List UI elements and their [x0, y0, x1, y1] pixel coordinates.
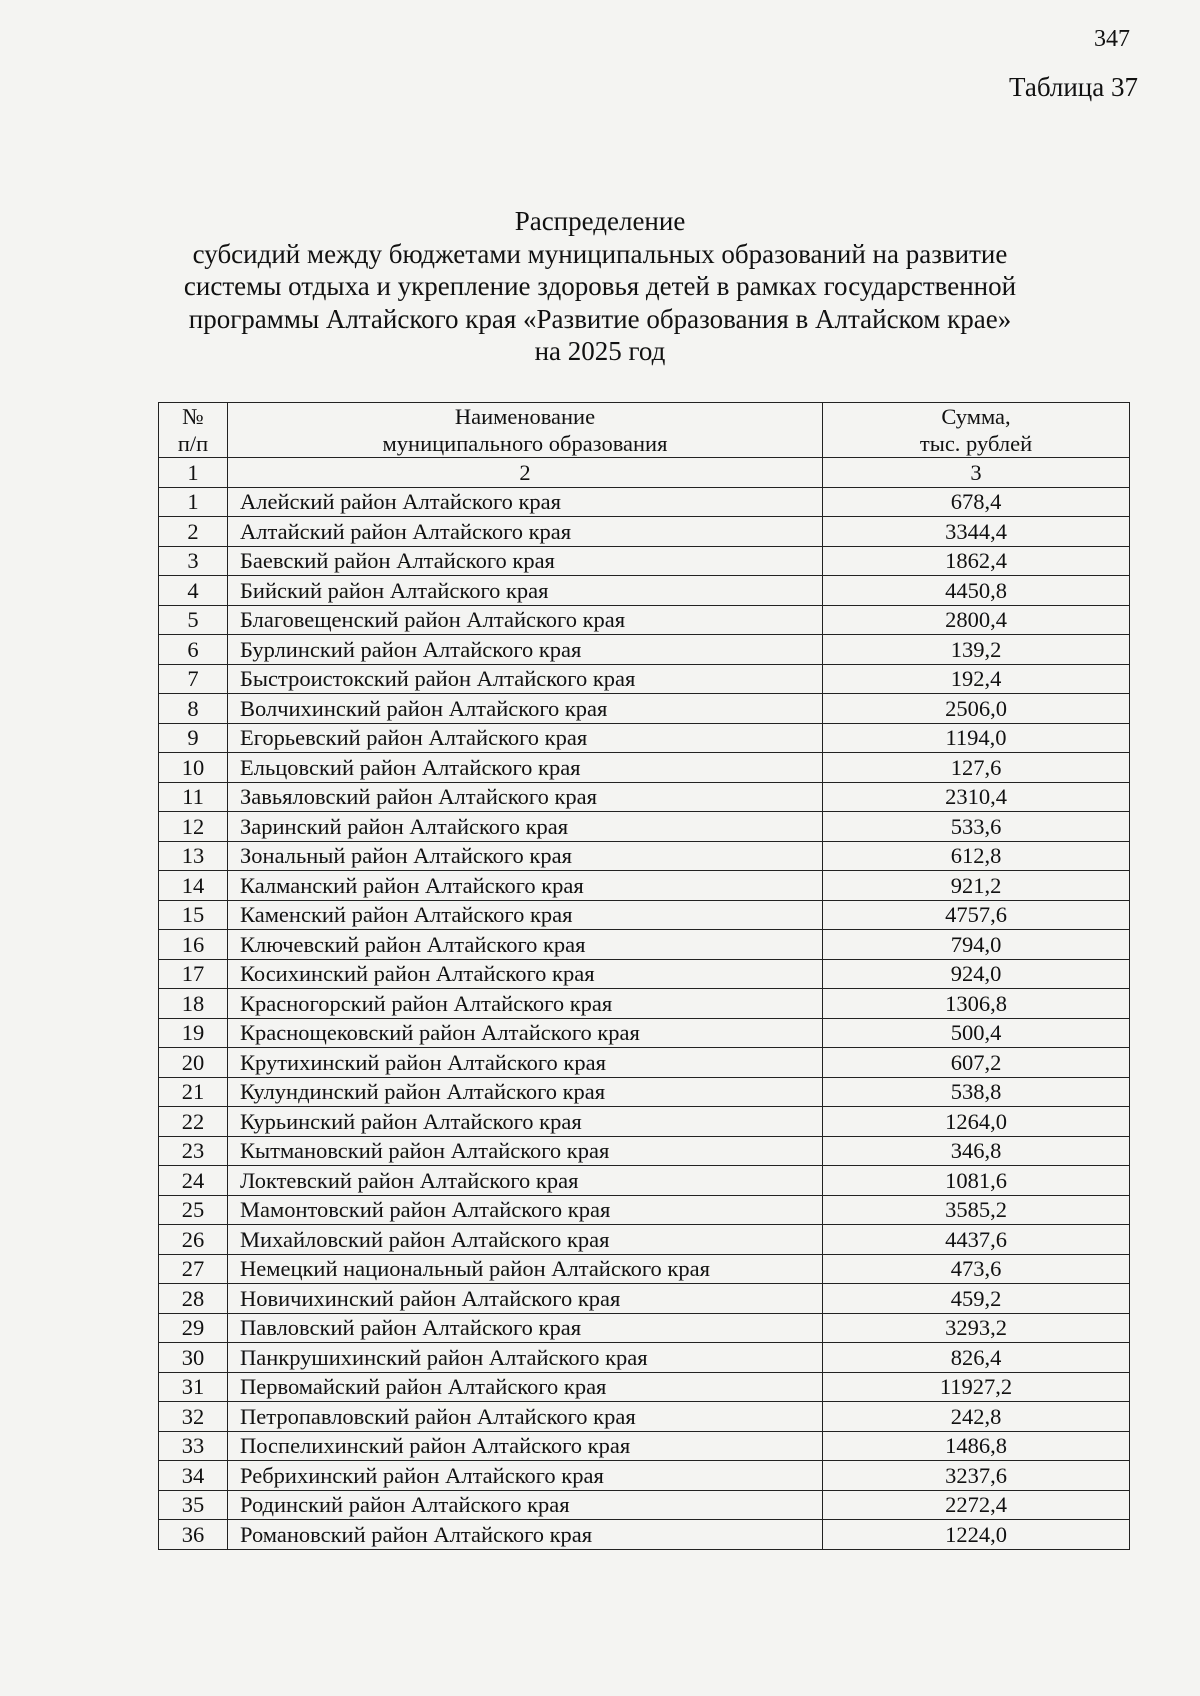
row-number: 23: [159, 1136, 228, 1166]
table-row: [159, 664, 1130, 694]
municipality-name: Зональный район Алтайского края: [228, 841, 823, 871]
table-row: [159, 723, 1130, 753]
heading-line: Распределение: [514, 206, 686, 236]
municipality-name: Благовещенский район Алтайского края: [228, 605, 823, 635]
row-number: 2: [159, 517, 228, 547]
table-row: [159, 989, 1130, 1019]
document-heading: [150, 205, 1050, 368]
subsidy-amount: 1194,0: [823, 723, 1130, 753]
row-number: 15: [159, 900, 228, 930]
municipality-name: Красногорский район Алтайского края: [228, 989, 823, 1019]
row-number: 4: [159, 576, 228, 606]
row-number: 6: [159, 635, 228, 665]
row-number: 19: [159, 1018, 228, 1048]
table-row: [159, 1166, 1130, 1196]
subsidy-amount: 533,6: [823, 812, 1130, 842]
municipality-name: Ребрихинский район Алтайского края: [228, 1461, 823, 1491]
column-number: 2: [228, 458, 823, 488]
table-row: [159, 900, 1130, 930]
row-number: 34: [159, 1461, 228, 1491]
municipality-name: Михайловский район Алтайского края: [228, 1225, 823, 1255]
subsidy-amount: 1862,4: [823, 546, 1130, 576]
subsidy-amount: 1486,8: [823, 1431, 1130, 1461]
row-number: 14: [159, 871, 228, 901]
table-row: [159, 605, 1130, 635]
municipality-name: Поспелихинский район Алтайского края: [228, 1431, 823, 1461]
table-row: [159, 1343, 1130, 1373]
municipality-name: Курьинский район Алтайского края: [228, 1107, 823, 1137]
municipality-name: Алтайский район Алтайского края: [228, 517, 823, 547]
table-row: [159, 959, 1130, 989]
table-label: Таблица 37: [1009, 72, 1138, 102]
row-number: 10: [159, 753, 228, 783]
row-number: 3: [159, 546, 228, 576]
subsidy-amount: 4757,6: [823, 900, 1130, 930]
subsidy-amount: 826,4: [823, 1343, 1130, 1373]
subsidy-amount: 346,8: [823, 1136, 1130, 1166]
municipality-name: Краснощековский район Алтайского края: [228, 1018, 823, 1048]
row-number: 1: [159, 487, 228, 517]
municipality-name: Быстроистокский район Алтайского края: [228, 664, 823, 694]
subsidy-amount: 678,4: [823, 487, 1130, 517]
municipality-name: Локтевский район Алтайского края: [228, 1166, 823, 1196]
table-row: [159, 1048, 1130, 1078]
header-sum: [823, 403, 1130, 458]
table-row: [159, 1254, 1130, 1284]
row-number: 25: [159, 1195, 228, 1225]
table-header: [159, 403, 1130, 488]
municipality-name: Бурлинский район Алтайского края: [228, 635, 823, 665]
row-number: 8: [159, 694, 228, 724]
table-row: [159, 930, 1130, 960]
municipality-name: Романовский район Алтайского края: [228, 1520, 823, 1550]
subsidy-amount: 1264,0: [823, 1107, 1130, 1137]
table-row: [159, 1402, 1130, 1432]
table-row: [159, 487, 1130, 517]
municipality-name: Бийский район Алтайского края: [228, 576, 823, 606]
subsidy-amount: 612,8: [823, 841, 1130, 871]
row-number: 13: [159, 841, 228, 871]
header-num-line1: №: [182, 404, 204, 429]
row-number: 5: [159, 605, 228, 635]
municipality-name: Каменский район Алтайского края: [228, 900, 823, 930]
table-row: [159, 635, 1130, 665]
municipality-name: Павловский район Алтайского края: [228, 1313, 823, 1343]
municipality-name: Первомайский район Алтайского края: [228, 1372, 823, 1402]
table-row: [159, 1372, 1130, 1402]
subsidy-amount: 2272,4: [823, 1490, 1130, 1520]
header-num: [159, 403, 228, 458]
municipality-name: Баевский район Алтайского края: [228, 546, 823, 576]
subsidy-amount: 1306,8: [823, 989, 1130, 1019]
row-number: 30: [159, 1343, 228, 1373]
header-row: [159, 403, 1130, 458]
subsidy-amount: 4437,6: [823, 1225, 1130, 1255]
page-number: 347: [1094, 26, 1130, 52]
subsidy-amount: 924,0: [823, 959, 1130, 989]
table-row: [159, 1225, 1130, 1255]
table-row: [159, 1284, 1130, 1314]
municipality-name: Крутихинский район Алтайского края: [228, 1048, 823, 1078]
municipality-name: Косихинский район Алтайского края: [228, 959, 823, 989]
subsidy-amount: 3293,2: [823, 1313, 1130, 1343]
table-row: [159, 1136, 1130, 1166]
heading-line: системы отдыха и укрепление здоровья детей в рамках государственной: [183, 271, 1017, 301]
table-row: [159, 1461, 1130, 1491]
header-name-line1: Наименование: [454, 404, 596, 429]
subsidy-amount: 2310,4: [823, 782, 1130, 812]
table-row: [159, 753, 1130, 783]
table-row: [159, 1520, 1130, 1550]
row-number: 20: [159, 1048, 228, 1078]
row-number: 35: [159, 1490, 228, 1520]
subsidy-amount: 1224,0: [823, 1520, 1130, 1550]
subsidy-amount: 3344,4: [823, 517, 1130, 547]
table-row: [159, 546, 1130, 576]
municipality-name: Родинский район Алтайского края: [228, 1490, 823, 1520]
heading-line: программы Алтайского края «Развитие образования в Алтайском крае»: [188, 303, 1012, 334]
subsidy-amount: 127,6: [823, 753, 1130, 783]
subsidy-amount: 1081,6: [823, 1166, 1130, 1196]
table-row: [159, 841, 1130, 871]
row-number: 33: [159, 1431, 228, 1461]
table-row: [159, 1195, 1130, 1225]
table-row: [159, 1490, 1130, 1520]
row-number: 31: [159, 1372, 228, 1402]
subsidy-amount: 4450,8: [823, 576, 1130, 606]
subsidy-amount: 607,2: [823, 1048, 1130, 1078]
table-row: [159, 812, 1130, 842]
subsidy-distribution-table: [158, 402, 1130, 1550]
row-number: 7: [159, 664, 228, 694]
row-number: 26: [159, 1225, 228, 1255]
row-number: 9: [159, 723, 228, 753]
subsidy-amount: 473,6: [823, 1254, 1130, 1284]
column-number-row: [159, 458, 1130, 488]
row-number: 27: [159, 1254, 228, 1284]
subsidy-amount: 2506,0: [823, 694, 1130, 724]
row-number: 28: [159, 1284, 228, 1314]
subsidy-amount: 459,2: [823, 1284, 1130, 1314]
table-row: [159, 1018, 1130, 1048]
header-num-line2: п/п: [177, 431, 209, 456]
subsidy-amount: 3237,6: [823, 1461, 1130, 1491]
row-number: 29: [159, 1313, 228, 1343]
subsidy-amount: 192,4: [823, 664, 1130, 694]
subsidy-amount: 921,2: [823, 871, 1130, 901]
subsidy-amount: 794,0: [823, 930, 1130, 960]
header-sum-line1: Сумма,: [941, 404, 1011, 429]
municipality-name: Кытмановский район Алтайского края: [228, 1136, 823, 1166]
row-number: 36: [159, 1520, 228, 1550]
municipality-name: Петропавловский район Алтайского края: [228, 1402, 823, 1432]
header-sum-line2: тыс. рублей: [919, 431, 1033, 456]
table-row: [159, 1077, 1130, 1107]
municipality-name: Мамонтовский район Алтайского края: [228, 1195, 823, 1225]
row-number: 17: [159, 959, 228, 989]
heading-line: на 2025 год: [534, 336, 666, 366]
heading-line: субсидий между бюджетами муниципальных образований на развитие: [192, 238, 1008, 269]
table-body: [159, 487, 1130, 1549]
subsidy-amount: 538,8: [823, 1077, 1130, 1107]
header-name: [228, 403, 823, 458]
municipality-name: Калманский район Алтайского края: [228, 871, 823, 901]
table-row: [159, 576, 1130, 606]
subsidy-amount: 3585,2: [823, 1195, 1130, 1225]
header-name-line2: муниципального образования: [382, 431, 668, 456]
municipality-name: Завьяловский район Алтайского края: [228, 782, 823, 812]
row-number: 18: [159, 989, 228, 1019]
municipality-name: Егорьевский район Алтайского края: [228, 723, 823, 753]
subsidy-amount: 500,4: [823, 1018, 1130, 1048]
municipality-name: Алейский район Алтайского края: [228, 487, 823, 517]
row-number: 24: [159, 1166, 228, 1196]
row-number: 12: [159, 812, 228, 842]
row-number: 11: [159, 782, 228, 812]
municipality-name: Кулундинский район Алтайского края: [228, 1077, 823, 1107]
column-number: 1: [159, 458, 228, 488]
table-row: [159, 1431, 1130, 1461]
row-number: 16: [159, 930, 228, 960]
table-row: [159, 694, 1130, 724]
row-number: 21: [159, 1077, 228, 1107]
table-row: [159, 1313, 1130, 1343]
row-number: 22: [159, 1107, 228, 1137]
municipality-name: Ельцовский район Алтайского края: [228, 753, 823, 783]
municipality-name: Немецкий национальный район Алтайского края: [228, 1254, 823, 1284]
table-row: [159, 1107, 1130, 1137]
table-row: [159, 517, 1130, 547]
column-number: 3: [823, 458, 1130, 488]
table-row: [159, 782, 1130, 812]
municipality-name: Волчихинский район Алтайского края: [228, 694, 823, 724]
row-number: 32: [159, 1402, 228, 1432]
subsidy-amount: 2800,4: [823, 605, 1130, 635]
subsidy-amount: 139,2: [823, 635, 1130, 665]
municipality-name: Панкрушихинский район Алтайского края: [228, 1343, 823, 1373]
table-row: [159, 871, 1130, 901]
subsidy-amount: 242,8: [823, 1402, 1130, 1432]
municipality-name: Новичихинский район Алтайского края: [228, 1284, 823, 1314]
municipality-name: Ключевский район Алтайского края: [228, 930, 823, 960]
municipality-name: Заринский район Алтайского края: [228, 812, 823, 842]
subsidy-amount: 11927,2: [823, 1372, 1130, 1402]
